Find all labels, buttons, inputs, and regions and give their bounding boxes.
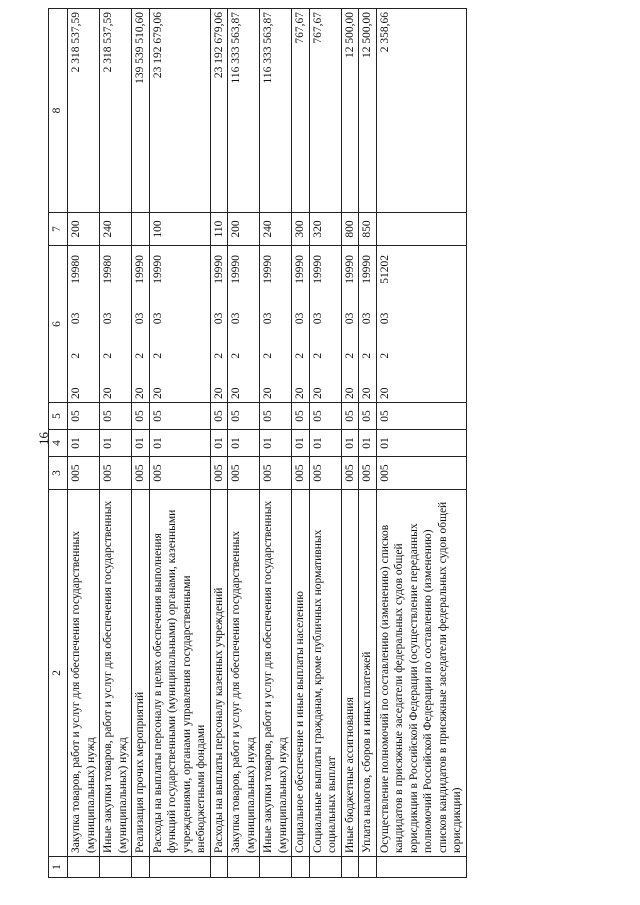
target-article-code <box>229 249 244 399</box>
ministry-code-cell: 005 <box>228 457 260 490</box>
target-article-part: 2 <box>294 352 306 359</box>
section-code-cell: 01 <box>68 430 100 457</box>
target-article-part: 2 <box>378 352 391 359</box>
header-cell-7: 7 <box>49 213 68 246</box>
amount-cell: 12 500,00 <box>341 9 359 213</box>
amount-cell: 23 192 679,06 <box>210 9 228 213</box>
ministry-code-cell: 005 <box>132 457 150 490</box>
header-cell-4: 4 <box>49 430 68 457</box>
target-article-part: 03 <box>70 312 82 325</box>
section-code-cell: 01 <box>228 430 260 457</box>
ministry-code-cell: 005 <box>359 457 377 490</box>
target-article-part: 19990 <box>151 255 164 284</box>
item-name-cell: Социальные выплаты гражданам, кроме публичных нормативных социальных выплат <box>309 490 341 857</box>
amount-cell: 116 333 563,87 <box>228 9 260 213</box>
table-row <box>228 9 260 878</box>
header-cell-8: 8 <box>49 9 68 213</box>
subsection-code-cell: 05 <box>292 403 310 430</box>
section-code-cell: 01 <box>359 430 377 457</box>
page-number: 16 <box>36 432 51 445</box>
target-article-part: 2 <box>230 352 242 359</box>
target-article-part: 19990 <box>361 255 373 284</box>
target-article-part: 03 <box>212 312 225 325</box>
target-article-part: 03 <box>311 312 324 325</box>
target-article-code <box>293 249 308 399</box>
expense-type-cell: 240 <box>260 213 292 246</box>
target-article-part: 19990 <box>134 255 146 284</box>
amount-cell: 23 192 679,06 <box>149 9 210 213</box>
ministry-code-cell: 005 <box>309 457 341 490</box>
row-number-cell <box>210 857 228 878</box>
amount-cell: 116 333 563,87 <box>260 9 292 213</box>
expense-type-cell: 200 <box>68 213 100 246</box>
table-row <box>376 9 466 878</box>
table-row <box>132 9 150 878</box>
item-name-cell: Иные закупки товаров, работ и услуг для обеспечения государственных (муниципальных) нужд <box>100 490 132 857</box>
section-code-cell: 01 <box>100 430 132 457</box>
row-number-cell <box>341 857 359 878</box>
target-article-part: 20 <box>212 387 225 399</box>
item-name-cell: Иные закупки товаров, работ и услуг для обеспечения государственных (муниципальных) нужд <box>260 490 292 857</box>
target-article-part: 51202 <box>378 255 391 284</box>
subsection-code-cell: 05 <box>359 403 377 430</box>
expense-type-cell: 100 <box>149 213 210 246</box>
target-article-cell <box>376 246 466 403</box>
target-article-part: 03 <box>230 312 242 325</box>
target-article-part: 03 <box>378 312 391 325</box>
row-number-cell <box>292 857 310 878</box>
amount-cell: 767,67 <box>309 9 341 213</box>
table-row <box>68 9 100 878</box>
ministry-code-cell: 005 <box>376 457 466 490</box>
target-article-part: 2 <box>262 352 274 359</box>
target-article-part: 03 <box>262 312 274 325</box>
subsection-code-cell: 05 <box>132 403 150 430</box>
target-article-cell <box>132 246 150 403</box>
expense-type-cell: 320 <box>309 213 341 246</box>
expense-type-cell <box>132 213 150 246</box>
target-article-part: 2 <box>212 352 225 359</box>
row-number-cell <box>100 857 132 878</box>
rotated-page <box>48 8 626 878</box>
target-article-part: 2 <box>134 352 146 359</box>
amount-cell: 767,67 <box>292 9 310 213</box>
target-article-part: 20 <box>262 387 274 399</box>
target-article-part: 2 <box>151 352 164 359</box>
target-article-cell <box>260 246 292 403</box>
subsection-code-cell: 05 <box>376 403 466 430</box>
target-article-cell <box>100 246 132 403</box>
target-article-cell <box>68 246 100 403</box>
target-article-part: 20 <box>294 387 306 399</box>
subsection-code-cell: 05 <box>309 403 341 430</box>
ministry-code-cell: 005 <box>100 457 132 490</box>
expense-type-cell: 850 <box>359 213 377 246</box>
amount-cell: 2 318 537,59 <box>68 9 100 213</box>
row-number-cell <box>68 857 100 878</box>
row-number-cell <box>228 857 260 878</box>
target-article-part: 2 <box>343 352 356 359</box>
target-article-cell <box>341 246 359 403</box>
expense-type-cell: 240 <box>100 213 132 246</box>
amount-cell: 139 539 510,60 <box>132 9 150 213</box>
subsection-code-cell: 05 <box>210 403 228 430</box>
target-article-part: 20 <box>230 387 242 399</box>
target-article-part: 20 <box>70 387 82 399</box>
expense-type-cell: 110 <box>210 213 228 246</box>
subsection-code-cell: 05 <box>68 403 100 430</box>
section-code-cell: 01 <box>376 430 466 457</box>
expense-type-cell: 200 <box>228 213 260 246</box>
item-name-cell: Расходы на выплаты персоналу в целях обеспечения выполнения функций государственными (муниципальными) органами, казенными учреждениями, органами управления государственными внебюджетными фондами <box>149 490 210 857</box>
table-row <box>309 9 341 878</box>
table-row <box>100 9 132 878</box>
target-article-part: 20 <box>102 387 114 399</box>
table-row <box>292 9 310 878</box>
target-article-part: 19990 <box>262 255 274 284</box>
target-article-part: 19990 <box>294 255 306 284</box>
amount-cell: 12 500,00 <box>359 9 377 213</box>
ministry-code-cell: 005 <box>341 457 359 490</box>
table-row <box>149 9 210 878</box>
table-row <box>359 9 377 878</box>
section-code-cell: 01 <box>210 430 228 457</box>
target-article-part: 03 <box>134 312 146 325</box>
header-cell-5: 5 <box>49 403 68 430</box>
subsection-code-cell: 05 <box>260 403 292 430</box>
target-article-part: 2 <box>311 352 324 359</box>
target-article-part: 19980 <box>70 255 82 284</box>
section-code-cell: 01 <box>309 430 341 457</box>
header-cell-3: 3 <box>49 457 68 490</box>
target-article-code <box>343 249 358 399</box>
table-row <box>341 9 359 878</box>
target-article-part: 20 <box>134 387 146 399</box>
subsection-code-cell: 05 <box>149 403 210 430</box>
ministry-code-cell: 005 <box>149 457 210 490</box>
expense-type-cell <box>376 213 466 246</box>
target-article-part: 2 <box>70 352 82 359</box>
amount-cell: 2 318 537,59 <box>100 9 132 213</box>
subsection-code-cell: 05 <box>228 403 260 430</box>
section-code-cell: 01 <box>260 430 292 457</box>
header-row <box>49 9 68 878</box>
table-row <box>210 9 228 878</box>
target-article-code <box>360 249 375 399</box>
target-article-part: 03 <box>102 312 114 325</box>
row-number-cell <box>359 857 377 878</box>
target-article-code <box>212 249 227 399</box>
target-article-cell <box>359 246 377 403</box>
header-cell-2: 2 <box>49 490 68 857</box>
expense-type-cell: 300 <box>292 213 310 246</box>
ministry-code-cell: 005 <box>292 457 310 490</box>
header-cell-6: 6 <box>49 246 68 403</box>
section-code-cell: 01 <box>149 430 210 457</box>
target-article-part: 03 <box>343 312 356 325</box>
row-number-cell <box>309 857 341 878</box>
target-article-part: 19990 <box>311 255 324 284</box>
subsection-code-cell: 05 <box>100 403 132 430</box>
target-article-code <box>69 249 84 399</box>
section-code-cell: 01 <box>292 430 310 457</box>
target-article-part: 19990 <box>343 255 356 284</box>
header-cell-1: 1 <box>49 857 68 878</box>
target-article-part: 03 <box>151 312 164 325</box>
item-name-cell: Осуществление полномочий по составлению (изменению) списков кандидатов в присяжные заседатели федеральных судов общей юрисдикции в Российской Федерации (осуществление переданных полномочий Российской Федерации по составлению (изменению) списков кандидатов в присяжные заседатели федеральных судов общей юрисдикции) <box>376 490 466 857</box>
row-number-cell <box>376 857 466 878</box>
ministry-code-cell: 005 <box>260 457 292 490</box>
target-article-code <box>133 249 148 399</box>
ministry-code-cell: 005 <box>68 457 100 490</box>
ministry-code-cell: 005 <box>210 457 228 490</box>
target-article-part: 20 <box>343 387 356 399</box>
target-article-part: 20 <box>151 387 164 399</box>
amount-cell: 2 358,66 <box>376 9 466 213</box>
item-name-cell: Закупка товаров, работ и услуг для обеспечения государственных (муниципальных) нужд <box>228 490 260 857</box>
target-article-part: 2 <box>361 352 373 359</box>
target-article-part: 20 <box>361 387 373 399</box>
item-name-cell: Расходы на выплаты персоналу казенных учреждений <box>210 490 228 857</box>
subsection-code-cell: 05 <box>341 403 359 430</box>
target-article-part: 03 <box>294 312 306 325</box>
target-article-cell <box>292 246 310 403</box>
item-name-cell: Закупка товаров, работ и услуг для обеспечения государственных (муниципальных) нужд <box>68 490 100 857</box>
target-article-part: 19990 <box>212 255 225 284</box>
row-number-cell <box>260 857 292 878</box>
item-name-cell: Уплата налогов, сборов и иных платежей <box>359 490 377 857</box>
target-article-code <box>311 249 326 399</box>
target-article-part: 2 <box>102 352 114 359</box>
target-article-cell <box>228 246 260 403</box>
budget-table <box>48 8 467 878</box>
section-code-cell: 01 <box>132 430 150 457</box>
item-name-cell: Иные бюджетные ассигнования <box>341 490 359 857</box>
target-article-code <box>261 249 276 399</box>
target-article-part: 20 <box>378 387 391 399</box>
target-article-code <box>151 249 166 399</box>
target-article-code <box>101 249 116 399</box>
item-name-cell: Реализация прочих мероприятий <box>132 490 150 857</box>
target-article-cell <box>309 246 341 403</box>
section-code-cell: 01 <box>341 430 359 457</box>
target-article-part: 03 <box>361 312 373 325</box>
target-article-cell <box>149 246 210 403</box>
target-article-code <box>378 249 393 399</box>
expense-type-cell: 800 <box>341 213 359 246</box>
row-number-cell <box>149 857 210 878</box>
table-row <box>260 9 292 878</box>
row-number-cell <box>132 857 150 878</box>
table-body <box>68 9 467 878</box>
target-article-part: 19980 <box>102 255 114 284</box>
target-article-part: 19990 <box>230 255 242 284</box>
item-name-cell: Социальное обеспечение и иные выплаты населению <box>292 490 310 857</box>
target-article-cell <box>210 246 228 403</box>
target-article-part: 20 <box>311 387 324 399</box>
